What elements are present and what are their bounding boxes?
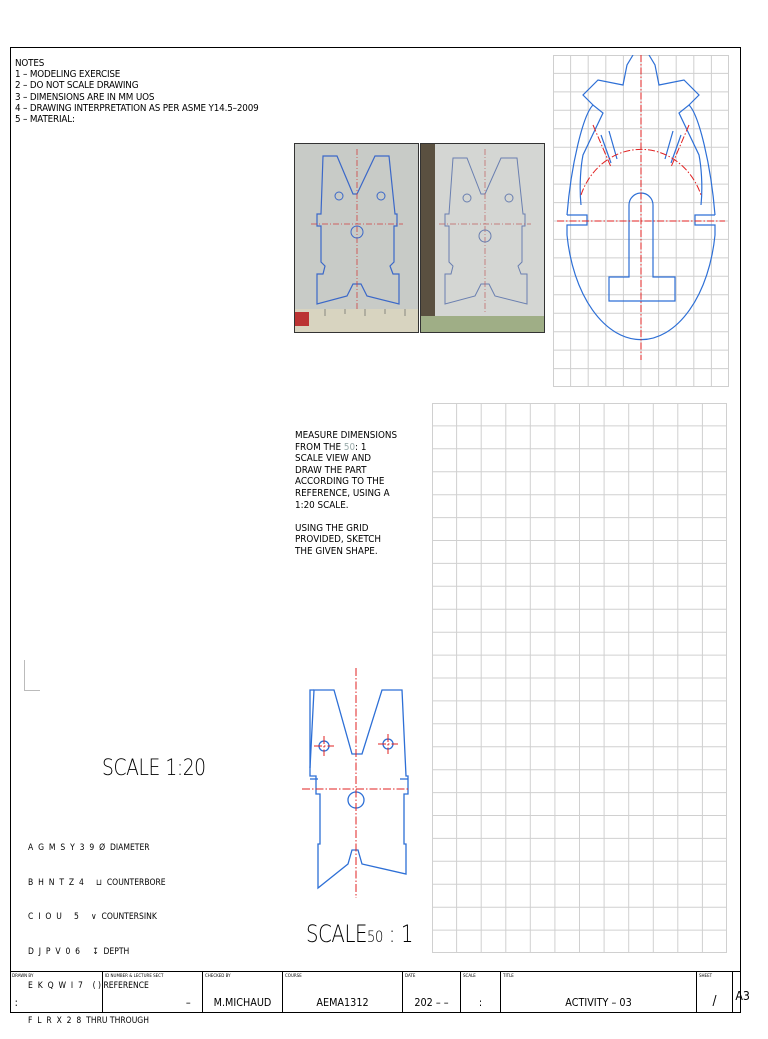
note-item: 1 – MODELING EXERCISE	[15, 69, 121, 81]
legend-text: REFERENCE	[103, 981, 149, 991]
instruction-line: PROVIDED, SKETCH	[295, 534, 382, 546]
instruction-line: SCALE VIEW AND	[295, 453, 372, 465]
legend-row	[28, 843, 166, 855]
scale-word: SCALE	[306, 920, 368, 948]
scale-label-bottom	[306, 920, 413, 948]
scale-label-left: SCALE 1:20	[102, 756, 206, 781]
tb-value: ACTIVITY – 03	[565, 997, 632, 1009]
legend-symbol: THRU	[86, 1015, 108, 1026]
legend-chars: B H N T Z 4	[28, 877, 84, 888]
legend-chars: E K Q W I 7	[28, 981, 83, 991]
tb-value: –	[185, 997, 191, 1009]
gear-part-on-grid	[553, 55, 729, 387]
corner-mark	[24, 660, 40, 691]
instruction-line: ACCORDING TO THE	[295, 476, 385, 488]
tb-date	[403, 972, 461, 1013]
part-view-50-1	[296, 668, 418, 898]
instruction-line: MEASURE DIMENSIONS	[295, 430, 398, 441]
legend-symbol: ⊔	[95, 877, 102, 888]
tb-title	[501, 972, 697, 1013]
tb-value: A3	[735, 989, 750, 1003]
instruction-line: 1:20 SCALE.	[295, 499, 349, 511]
instruction-line: DRAW THE PART	[295, 464, 367, 476]
tb-sheet	[697, 972, 733, 1013]
legend-text: DIAMETER	[109, 843, 150, 853]
legend-text: THROUGH	[109, 1015, 149, 1026]
instruction-line	[295, 442, 397, 454]
legend-symbol: Ø	[99, 843, 106, 853]
title-block	[10, 971, 750, 1013]
legend-row	[28, 1016, 166, 1028]
instruction-scale-number: 50	[343, 441, 356, 453]
tb-label: CHECKED BY	[205, 973, 231, 978]
tb-label: DATE	[405, 973, 416, 978]
note-item: 4 – DRAWING INTERPRETATION AS PER ASME Y14.5–2009	[15, 102, 259, 114]
legend-text: COUNTERSINK	[101, 912, 157, 922]
tb-label: DRAWN BY	[12, 973, 34, 978]
tb-drawn-by	[10, 972, 103, 1013]
instruction-line: REFERENCE, USING A	[295, 487, 390, 499]
reference-photo-2	[420, 143, 545, 333]
tb-label: ID NUMBER & LECTURE SECT	[105, 973, 164, 978]
tb-course	[283, 972, 403, 1013]
legend-row	[28, 912, 166, 924]
legend-symbol: ( )	[92, 981, 102, 991]
tb-label: TITLE	[503, 973, 514, 978]
part-outline	[296, 668, 418, 898]
legend-chars: C I O U 5	[28, 912, 79, 922]
scale-rest: : 1	[382, 920, 413, 948]
tb-label: SHEET	[699, 973, 713, 978]
legend-text: DEPTH	[103, 946, 130, 957]
instruction-fragment: FROM THE	[295, 441, 344, 453]
photo-part-sketch	[295, 144, 419, 333]
tb-value: AEMA1312	[316, 997, 369, 1009]
tb-label: SCALE	[463, 973, 476, 978]
legend-chars: D J P V 0 6	[28, 946, 81, 957]
tb-value: M.MICHAUD	[213, 997, 272, 1009]
note-item: 3 – DIMENSIONS ARE IN MM UOS	[15, 91, 155, 103]
notes-block	[15, 58, 259, 125]
legend-chars: F L R X 2 8	[28, 1015, 82, 1026]
tb-label: COURSE	[285, 973, 302, 978]
instructions-text	[295, 430, 397, 558]
tb-id-number	[103, 972, 203, 1013]
notes-title: NOTES	[15, 58, 45, 69]
tb-checked-by	[203, 972, 283, 1013]
tb-value: :	[478, 997, 483, 1009]
tb-size	[733, 972, 750, 1013]
legend-text: COUNTERBORE	[106, 877, 166, 888]
instruction-fragment: : 1	[355, 441, 367, 453]
note-item: 2 – DO NOT SCALE DRAWING	[15, 80, 139, 92]
legend-chars: A G M S Y 3 9	[28, 843, 95, 853]
note-item: 5 – MATERIAL:	[15, 114, 75, 126]
reference-photo-1	[294, 143, 419, 333]
sketch-grid-lines	[432, 403, 727, 953]
scale-number: 50	[367, 927, 383, 946]
tb-value: 202 – –	[414, 997, 449, 1009]
legend-symbol: ∨	[91, 912, 97, 922]
legend-symbol: ↧	[92, 946, 99, 957]
reference-grid-drawing	[553, 55, 729, 387]
sketch-grid[interactable]	[432, 403, 727, 953]
tb-scale	[461, 972, 501, 1013]
legend-row	[28, 947, 166, 959]
tb-value: :	[14, 997, 18, 1009]
instruction-line: USING THE GRID	[295, 522, 369, 534]
photo-part-sketch	[421, 144, 545, 333]
instruction-line: THE GIVEN SHAPE.	[295, 545, 378, 557]
tb-value: /	[712, 994, 717, 1009]
legend-row	[28, 878, 166, 890]
